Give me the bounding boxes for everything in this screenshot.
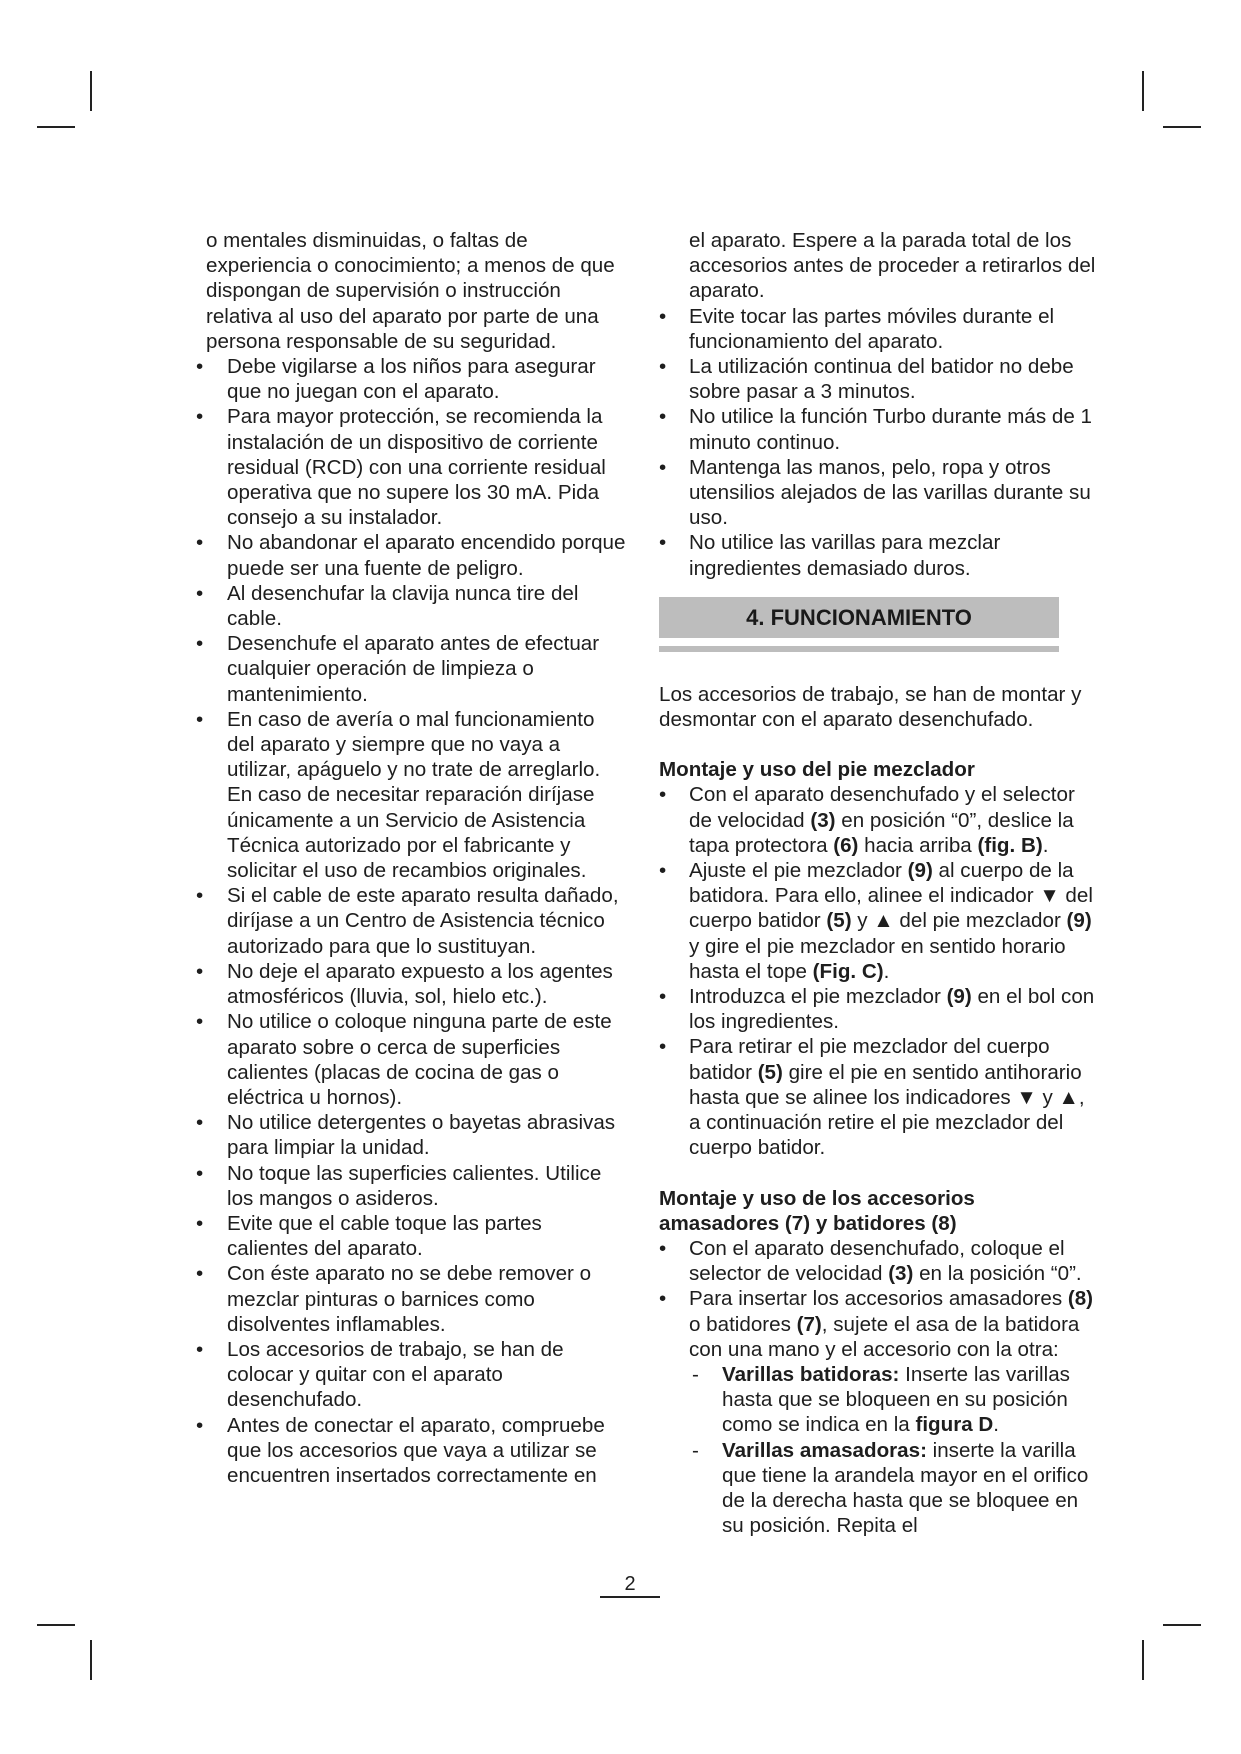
sub-list-item: - Varillas batidoras: Inserte las varillas hasta que se bloqueen en su posición como se indica en la figura D.	[659, 1362, 1099, 1438]
list-item: • Los accesorios de trabajo, se han de colocar y quitar con el aparato desenchufado.	[196, 1337, 626, 1413]
subsection-heading: Montaje y uso de los accesorios	[659, 1186, 975, 1210]
list-item: • Al desenchufar la clavija nunca tire del cable.	[196, 581, 626, 631]
continuation-text: o mentales disminuidas, o faltas de experiencia o conocimiento; a menos de que dispongan de supervisión o instrucción relativa al uso del aparato por parte de una persona responsable de su seguridad.	[206, 229, 615, 353]
list-item: • No toque las superficies calientes. Utilice los mangos o asideros.	[196, 1161, 626, 1211]
list-item: • Con el aparato desenchufado, coloque el selector de velocidad (3) en la posición “0”.	[659, 1236, 1099, 1286]
list-item: • En caso de avería o mal funcionamiento del aparato y siempre que no vaya a utilizar, apáguelo y no trate de arreglarlo. En caso de necesitar reparación diríjase únicamente a un Servicio de Asistencia Técnica autorizado por el fabricante y solicitar el uso de recambios originales.	[196, 707, 626, 883]
section-heading-block	[659, 597, 1059, 652]
list-item: • Con el aparato desenchufado y el selector de velocidad (3) en posición “0”, deslice la tapa protectora (6) hacia arriba (fig. B).	[659, 782, 1099, 858]
continuation-text: el aparato. Espere a la parada total de los accesorios antes de proceder a retirarlos del aparato.	[689, 229, 1096, 303]
crop-mark	[90, 71, 92, 111]
list-item: • Evite tocar las partes móviles durante el funcionamiento del aparato.	[659, 304, 1099, 354]
crop-mark	[90, 1640, 92, 1680]
list-item: • Mantenga las manos, pelo, ropa y otros utensilios alejados de las varillas durante su uso.	[659, 455, 1099, 531]
page-number: 2	[600, 1572, 660, 1598]
list-item: • Si el cable de este aparato resulta dañado, diríjase a un Centro de Asistencia técnico autorizado para que lo sustituyan.	[196, 883, 626, 959]
list-item: • No abandonar el aparato encendido porque puede ser una fuente de peligro.	[196, 530, 626, 580]
list-item: • No utilice o coloque ninguna parte de este aparato sobre o cerca de superficies calientes (placas de cocina de gas o eléctrica u hornos).	[196, 1009, 626, 1110]
list-item: • Desenchufe el aparato antes de efectuar cualquier operación de limpieza o mantenimiento.	[196, 631, 626, 707]
crop-mark	[37, 1624, 75, 1626]
list-item: • No utilice detergentes o bayetas abrasivas para limpiar la unidad.	[196, 1110, 626, 1160]
list-item: • Para insertar los accesorios amasadores (8) o batidores (7), sujete el asa de la batidora con una mano y el accesorio con la otra:	[659, 1286, 1099, 1362]
subsection-heading: amasadores (7) y batidores (8)	[659, 1211, 957, 1235]
crop-mark	[37, 126, 75, 128]
intro-paragraph: Los accesorios de trabajo, se han de montar y desmontar con el aparato desenchufado.	[659, 682, 1082, 732]
crop-mark	[1163, 126, 1201, 128]
sub-list-item: - Varillas amasadoras: inserte la varilla que tiene la arandela mayor en el orifico de la derecha hasta que se bloquee en su posición. Repita el	[659, 1438, 1099, 1539]
list-item: • Para retirar el pie mezclador del cuerpo batidor (5) gire el pie en sentido antihorario hasta que se alinee los indicadores ▼ y ▲, a continuación retire el pie mezclador del cuerpo batidor.	[659, 1034, 1099, 1160]
crop-mark	[1142, 71, 1144, 111]
subsection-heading: Montaje y uso del pie mezclador	[659, 758, 975, 782]
list-item: • Introduzca el pie mezclador (9) en el bol con los ingredientes.	[659, 984, 1099, 1034]
list-item: • Para mayor protección, se recomienda la instalación de un dispositivo de corriente residual (RCD) con una corriente residual operativa que no supere los 30 mA. Pida consejo a su instalador.	[196, 404, 626, 530]
left-column	[196, 228, 626, 1488]
list-item: • Evite que el cable toque las partes calientes del aparato.	[196, 1211, 626, 1261]
crop-mark	[1142, 1640, 1144, 1680]
list-item: • Antes de conectar el aparato, compruebe que los accesorios que vaya a utilizar se encuentren insertados correctamente en	[196, 1413, 626, 1489]
list-item: • No deje el aparato expuesto a los agentes atmosféricos (lluvia, sol, hielo etc.).	[196, 959, 626, 1009]
section-title: 4. FUNCIONAMIENTO	[659, 597, 1059, 638]
list-item: • No utilice las varillas para mezclar ingredientes demasiado duros.	[659, 530, 1099, 580]
list-item: • Con éste aparato no se debe remover o mezclar pinturas o barnices como disolventes inflamables.	[196, 1261, 626, 1337]
list-item: • Ajuste el pie mezclador (9) al cuerpo de la batidora. Para ello, alinee el indicador ▼ del cuerpo batidor (5) y ▲ del pie mezclador (9) y gire el pie mezclador en sentido horario hasta el tope (Fig. C).	[659, 858, 1099, 984]
right-column	[659, 228, 1099, 1538]
list-item: • No utilice la función Turbo durante más de 1 minuto continuo.	[659, 404, 1099, 454]
list-item: • La utilización continua del batidor no debe sobre pasar a 3 minutos.	[659, 354, 1099, 404]
crop-mark	[1163, 1624, 1201, 1626]
list-item: • Debe vigilarse a los niños para asegurar que no juegan con el aparato.	[196, 354, 626, 404]
